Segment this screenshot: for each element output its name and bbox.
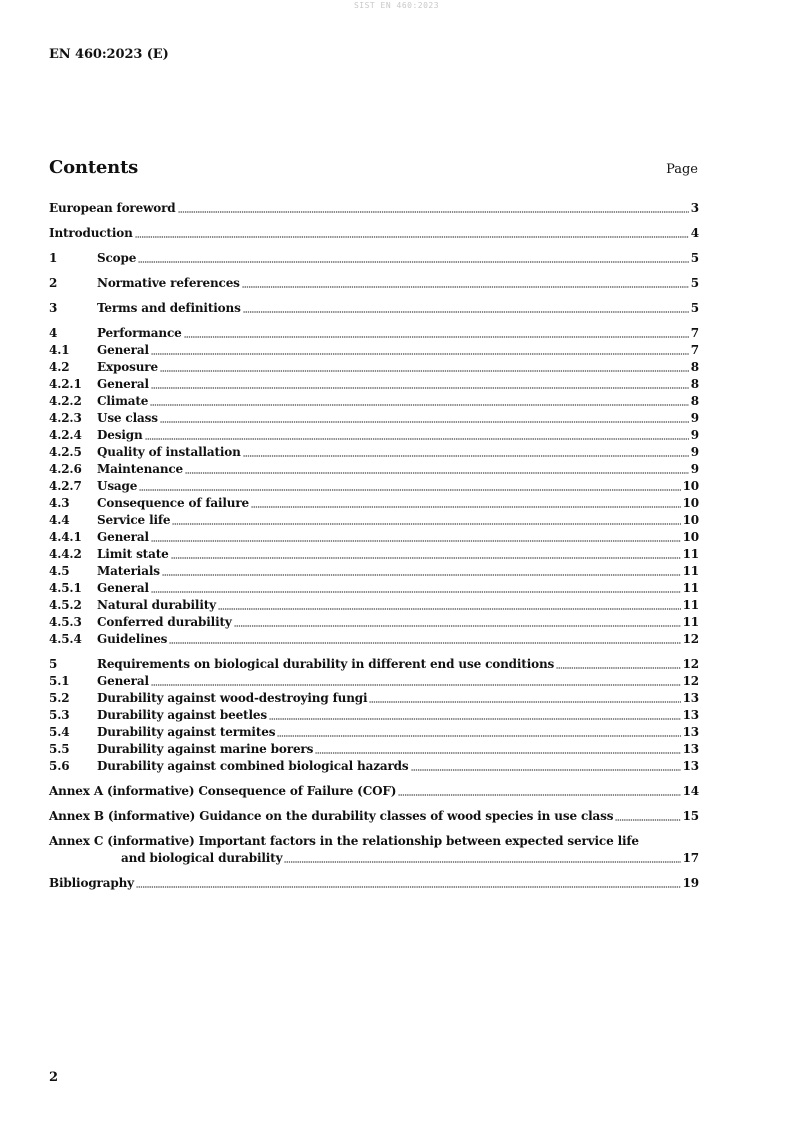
toc-entry[interactable] [49,833,699,867]
toc-entry-page: 8 [690,377,699,391]
toc-entry-title: Maintenance [97,462,184,476]
toc-entry-page: 12 [682,632,699,646]
toc-dot-leader [315,751,680,755]
toc-entry-page: 11 [682,598,699,612]
toc-entry-title: Design [97,428,143,442]
toc-entry-title: Quality of installation [97,445,241,459]
toc-entry-title: Limit state [97,547,169,561]
toc-entry[interactable] [49,707,699,724]
toc-entry-page: 11 [682,564,699,578]
toc-dot-leader [251,505,681,509]
toc-entry-page: 13 [682,759,699,773]
toc-dot-leader [135,235,689,239]
watermark: SIST EN 460:2023 [353,1,440,10]
page-column-label: Page [666,162,698,177]
toc-entry-title: Durability against combined biological hazards [97,759,409,773]
toc-entry-page: 13 [682,725,699,739]
toc-entry-page: 8 [690,394,699,408]
toc-dot-leader [242,285,689,289]
toc-entry-title: Introduction [49,226,133,240]
toc-entry-number: 4.2 [49,360,70,374]
toc-dot-leader [178,210,689,214]
toc-entry[interactable] [49,563,699,580]
toc-entry[interactable] [49,741,699,758]
toc-entry-number: 5 [49,657,58,671]
toc-entry[interactable] [49,478,699,495]
toc-entry[interactable] [49,512,699,529]
toc-entry-page: 5 [690,301,699,315]
toc-entry-title: Annex B (informative) Guidance on the durability classes of wood species in use class [49,809,614,823]
toc-entry-page: 8 [690,360,699,374]
toc-entry-title: General [97,343,149,357]
document-id: EN 460:2023 (E) [49,47,169,62]
toc-entry-number: 4.5.3 [49,615,82,629]
toc-entry-number: 4.2.1 [49,377,82,391]
toc-entry-number: 5.1 [49,674,70,688]
toc-dot-leader [398,793,680,797]
toc-dot-leader [145,437,689,441]
toc-dot-leader [615,818,680,822]
toc-dot-leader [162,573,681,577]
toc-dot-leader [171,556,681,560]
toc-entry[interactable] [49,875,699,892]
toc-entry-title: Scope [97,251,137,265]
toc-dot-leader [150,403,689,407]
toc-entry-title: Natural durability [97,598,216,612]
toc-entry-page: 10 [682,479,699,493]
toc-entry-number: 5.2 [49,691,70,705]
toc-entry[interactable] [49,376,699,393]
toc-dot-leader [218,607,681,611]
toc-entry-title: Terms and definitions [97,301,241,315]
toc-entry-page: 5 [690,251,699,265]
toc-dot-leader [151,539,681,543]
toc-entry-title: Performance [97,326,182,340]
toc-entry[interactable] [49,410,699,427]
toc-dot-leader [151,590,681,594]
contents-title: Contents [49,157,139,178]
toc-entry-title: Bibliography [49,876,134,890]
toc-entry-number: 5.3 [49,708,70,722]
toc-entry-number: 4.2.2 [49,394,82,408]
toc-entry-number: 4.2.7 [49,479,82,493]
toc-entry-title: Durability against marine borers [97,742,314,756]
toc-entry-page: 9 [690,411,699,425]
toc-entry[interactable] [49,580,699,597]
toc-entry-page: 12 [682,657,699,671]
toc-entry[interactable] [49,461,699,478]
toc-entry[interactable] [49,495,699,512]
toc-entry[interactable] [49,342,699,359]
toc-entry[interactable] [49,325,699,342]
toc-entry[interactable] [49,300,699,317]
toc-entry-page: 4 [690,226,699,240]
toc-entry[interactable] [49,200,699,217]
toc-entry-number: 4.4.1 [49,530,82,544]
toc-dot-leader [151,386,689,390]
toc-entry[interactable] [49,614,699,631]
toc-entry-number: 4.4.2 [49,547,82,561]
toc-entry-title: European foreword [49,201,176,215]
toc-entry-title: General [97,530,149,544]
toc-entry-page: 9 [690,428,699,442]
toc-entry-page: 13 [682,691,699,705]
toc-entry[interactable] [49,808,699,825]
toc-entry-number: 5.4 [49,725,70,739]
toc-entry-title-continued: and biological durability [121,851,283,865]
toc-dot-leader [138,260,689,264]
toc-entry[interactable] [49,724,699,741]
toc-entry-number: 4.5.4 [49,632,82,646]
toc-entry-number: 4.5.1 [49,581,82,595]
toc-entry-page: 19 [682,876,699,890]
toc-entry-page: 5 [690,276,699,290]
toc-entry-title: Usage [97,479,138,493]
toc-entry-title: General [97,377,149,391]
toc-entry[interactable] [49,359,699,376]
toc-entry[interactable] [49,546,699,563]
toc-entry-number: 4.4 [49,513,70,527]
toc-entry[interactable] [49,427,699,444]
toc-entry-title: General [97,581,149,595]
toc-entry[interactable] [49,673,699,690]
toc-dot-leader [169,641,680,645]
toc-entry-number: 4.2.3 [49,411,82,425]
toc-entry-number: 4.2.5 [49,445,82,459]
toc-entry-page: 11 [682,547,699,561]
toc-dot-leader [411,768,681,772]
toc-dot-leader [139,488,680,492]
toc-dot-leader [184,335,689,339]
toc-entry[interactable] [49,444,699,461]
toc-entry-page: 13 [682,708,699,722]
toc-entry-title: Guidelines [97,632,168,646]
toc-dot-leader [160,420,689,424]
toc-entry-page: 17 [682,851,699,865]
toc-entry-page: 11 [682,615,699,629]
toc-entry-title: Durability against beetles [97,708,267,722]
toc-dot-leader [185,471,689,475]
toc-entry-number: 4.2.6 [49,462,82,476]
toc-entry-title: Annex C (informative) Important factors in the relationship between expected service life [49,834,639,848]
toc-dot-leader [136,885,681,889]
toc-dot-leader [284,860,680,864]
toc-entry-page: 13 [682,742,699,756]
toc-entry-title: Requirements on biological durability in different end use conditions [97,657,555,671]
toc-entry[interactable] [49,393,699,410]
toc-entry-title: Climate [97,394,149,408]
toc-dot-leader [243,310,689,314]
toc-entry-page: 10 [682,513,699,527]
toc-dot-leader [160,369,689,373]
toc-entry-number: 4 [49,326,58,340]
toc-entry-page: 7 [690,326,699,340]
toc-entry-title: Consequence of failure [97,496,250,510]
toc-entry-number: 4.5 [49,564,70,578]
toc-entry-title: Normative references [97,276,240,290]
toc-entry[interactable] [49,758,699,775]
toc-entry[interactable] [49,656,699,673]
toc-entry[interactable] [49,250,699,267]
toc-entry[interactable] [49,529,699,546]
toc-entry-title: Use class [97,411,158,425]
toc-entry-page: 3 [690,201,699,215]
toc-dot-leader [269,717,681,721]
toc-entry-page: 12 [682,674,699,688]
toc-entry-number: 4.5.2 [49,598,82,612]
toc-entry[interactable] [49,690,699,707]
toc-entry-title: Service life [97,513,171,527]
toc-entry-number: 5.6 [49,759,70,773]
toc-dot-leader [243,454,689,458]
toc-entry[interactable] [49,783,699,800]
toc-entry-number: 4.2.4 [49,428,82,442]
toc-entry-page: 7 [690,343,699,357]
toc-entry-title: Materials [97,564,160,578]
toc-dot-leader [151,683,681,687]
toc-entry-page: 11 [682,581,699,595]
toc-dot-leader [172,522,680,526]
toc-entry-title: Durability against wood-destroying fungi [97,691,368,705]
toc-entry-page: 10 [682,530,699,544]
toc-entry[interactable] [49,275,699,292]
toc-entry-title: Exposure [97,360,158,374]
toc-entry-page: 9 [690,445,699,459]
toc-entry-number: 2 [49,276,58,290]
toc-entry-page: 15 [682,809,699,823]
toc-entry-page: 14 [682,784,699,798]
toc-entry-title: General [97,674,149,688]
toc-dot-leader [369,700,680,704]
footer-page-number: 2 [49,1070,59,1085]
toc-entry[interactable] [49,597,699,614]
toc-entry-title: Conferred durability [97,615,232,629]
toc-entry-number: 3 [49,301,58,315]
toc-entry-number: 1 [49,251,58,265]
toc-entry-page: 9 [690,462,699,476]
toc-entry-number: 4.3 [49,496,70,510]
toc-entry-title: Annex A (informative) Consequence of Failure (COF) [49,784,397,798]
toc-entry-number: 5.5 [49,742,70,756]
toc-dot-leader [277,734,680,738]
toc-entry-title: Durability against termites [97,725,276,739]
toc-dot-leader [234,624,681,628]
toc-dot-leader [556,666,680,670]
toc-entry[interactable] [49,631,699,648]
table-of-contents [49,200,699,892]
toc-entry-number: 4.1 [49,343,70,357]
toc-entry-page: 10 [682,496,699,510]
toc-dot-leader [151,352,689,356]
toc-entry[interactable] [49,225,699,242]
